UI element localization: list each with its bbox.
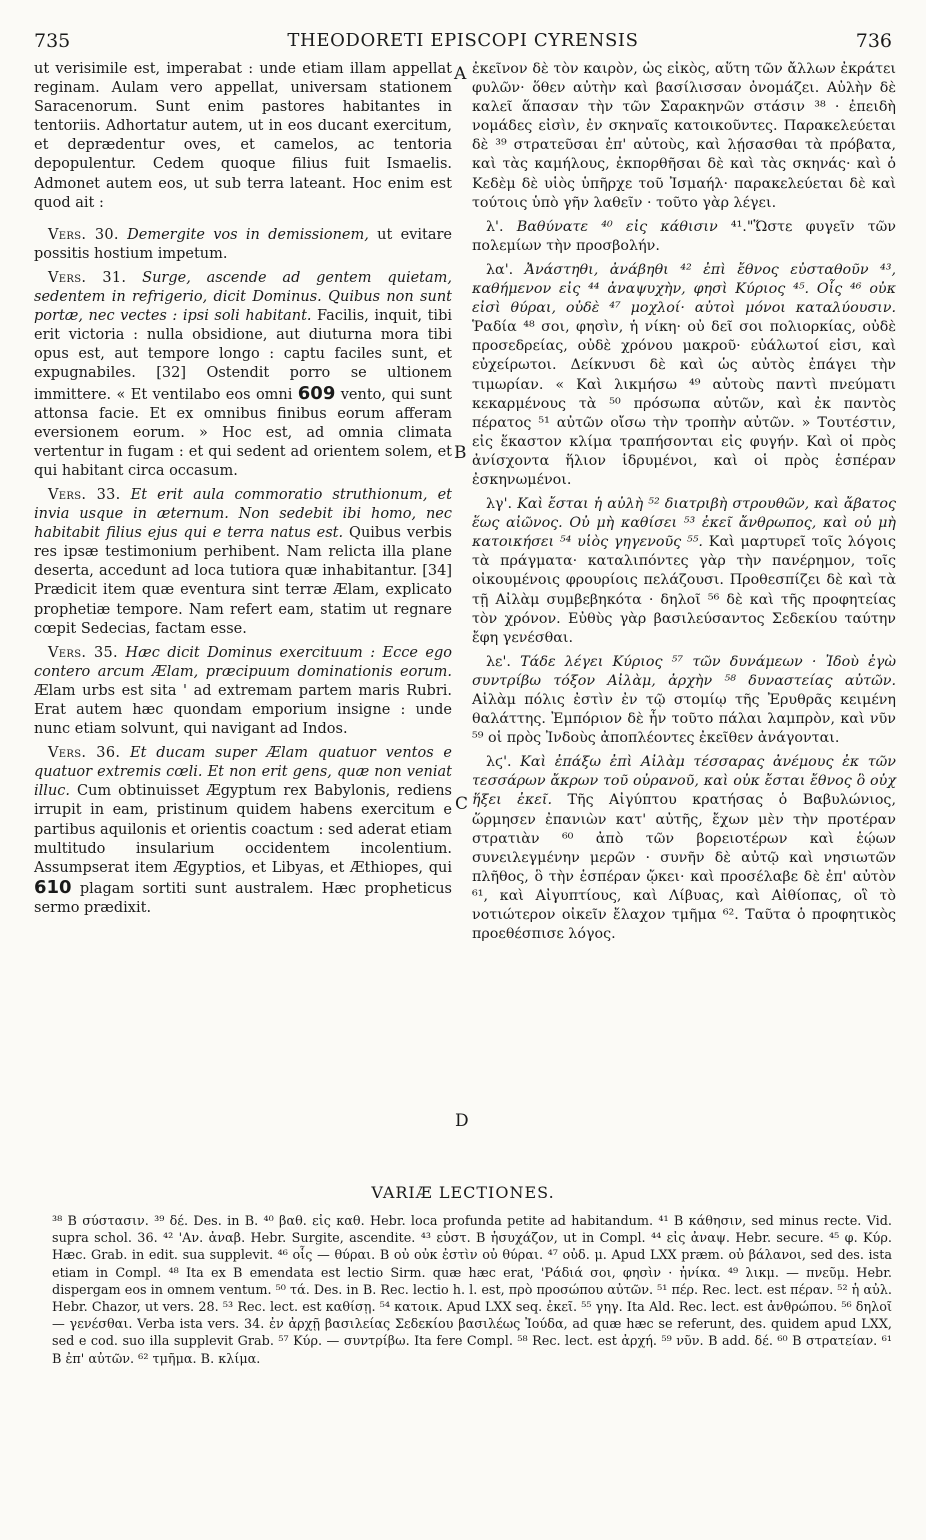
- verse-commentary: Τῆς Αἰγύπτου κρατήσας ὁ Βαβυλώνιος, ὥρμησεν ἐπανιὼν κατ' αὐτῆς, ἔχων μὲν τὴν προτέραν στρατιὰν ⁶⁰ ἀπὸ τῶν βορειοτέρων καὶ ἑῴων συνειλεγμένην μερῶν · συνῆν δὲ αὐτῷ καὶ νησιωτῶν πλῆθος, ὃ τὴν ἑσπέραν ᾤκει· καὶ προσέλαβε δὲ ἐπ' αὐτὸν ⁶¹, καὶ Αἰγυπτίους, καὶ Λίβυας, καὶ Αἰθίοπας, οἳ τὸ νοτιώτερον οἰκεῖν ἔλαχον τμῆμα ⁶². Ταῦτα ὁ προφητικὸς προεθέσπισε λόγος.: [472, 792, 896, 943]
- verse-commentary: ⁴¹."Ὥστε φυγεῖν τῶν πολεμίων τὴν προσβολήν.: [472, 218, 896, 254]
- greek-column: [472, 60, 896, 949]
- latin-verse-33: [34, 486, 452, 639]
- verse-commentary: Ῥαδία ⁴⁸ σοι, φησὶν, ἡ νίκη· οὐ δεῖ σοι πολιορκίας, οὐδὲ προσεδρείας, οὐδὲ χρόνου μακροῦ· εὐάλωτοί εἰσι, καὶ εὐχείρωτοι. Δείκνυσι δὲ καὶ ὡς αὐτὸς ἐπάγει τὴν τιμωρίαν. « Καὶ λικμήσω ⁴⁹ αὐτοὺς παντὶ πνεύματι κεκαρμένους τὰ ⁵⁰ πρόσωπα αὐτῶν, καὶ ἐκ παντὸς πέρατος ⁵¹ αὐτῶν οἴσω τὴν τροπὴν αὐτῶν. » Τουτέστιν, εἰς ἕκαστον κλίμα τραπήσονται εἰς φυγήν. Καὶ οἱ πρὸς ἀνίσχοντα ἥλιον ἱδρυμένοι, καὶ οἱ πρὸς ἑσπέραν ἐσκηνωμένοι.: [472, 319, 896, 488]
- latin-paragraph: ut verisimile est, imperabat : unde etiam illam appellat reginam. Aulam vero appellat, universam stationem Saracenorum. Sunt enim pastores habitantes in tentoriis. Adhortatur autem, ut in eos ducant exercitum, et deprædentur oves, et camelos, ac tentoria depopulentur. Cedem quoque filius fuit Ismaelis. Admonet autem eos, ut sub terra lateant. Hoc enim est quod ait :: [34, 61, 452, 211]
- page-header: [34, 30, 892, 56]
- verse-commentary: Facilis, inquit, tibi erit victoria : nulla obsidione, aut diuturna mora tibi opus est, aut tempore longo : captu faciles sunt, et expugnabiles. [32] Ostendit porro se ultionem immittere. « Et ventilabo eos omni: [34, 308, 452, 403]
- variae-lectiones-heading: VARIÆ LECTIONES.: [371, 1183, 555, 1202]
- verse-label: Vers. 36.: [48, 745, 121, 762]
- page-number-right: 736: [855, 30, 892, 52]
- verse-label: Vers. 35.: [48, 644, 118, 661]
- verse-lemma: Τάδε λέγει Κύριος ⁵⁷ τῶν δυνάμεων · Ἰδοὺ ἐγὼ συντρίβω τόξον Αἰλὰμ, ἀρχὴν ⁵⁸ δυναστείας αὐτῶν.: [472, 653, 897, 689]
- verse-commentary: Αἰλὰμ πόλις ἐστὶν ἐν τῷ στομίῳ τῆς Ἐρυθρᾶς κειμένη θαλάττης. Ἐμπόριον δὲ ἦν τοῦτο πάλαι λαμπρὸν, καὶ νῦν ⁵⁹ οἱ πρὸς Ἰνδοὺς ἀποπλέοντες ἐκεῖθεν ἀνάγονται.: [472, 692, 896, 747]
- greek-verse-30: [472, 218, 896, 256]
- margin-letter-b: B: [454, 443, 467, 463]
- latin-column: [34, 60, 452, 923]
- variae-lectiones-notes: ³⁸ B σύστασιν. ³⁹ δέ. Des. in B. ⁴⁰ βαθ. εἰς καθ. Hebr. loca profunda petite ad habitandum. ⁴¹ B κάθησιν, sed minus recte. Vid. supra schol. 36. ⁴² 'Αν. ἀναβ. Hebr. Surgite, ascendite. ⁴³ εὐστ. B ἡσυχάζον, ut in Compl. ⁴⁴ εἰς ἀναψ. Hebr. secure. ⁴⁵ φ. Κύρ. Hæc. Grab. in edit. sua supplevit. ⁴⁶ οἷς — θύραι. B οὐ οὐκ ἐστὶν οὐ θύραι. ⁴⁷ οὐδ. μ. Apud LXX præm. οὐ βάλανοι, sed des. ista etiam in Compl. ⁴⁸ Ita ex B emendata est lectio Sirm. quæ hæc erat, 'Ράδιά σοι, φησὶν · ἠνίκα. ⁴⁹ λικμ. — πνεῦμ. Hebr. dispergam eos in omnem ventum. ⁵⁰ τά. Des. in B. Rec. lectio h. l. est, πρὸ προσώπου αὐτῶν. ⁵¹ πέρ. Rec. lect. est πέραν. ⁵² ἡ αὐλ. Hebr. Chazor, ut vers. 28. ⁵³ Rec. lect. est καθίσῃ. ⁵⁴ κατοικ. Apud LXX seq. ἐκεῖ. ⁵⁵ γηγ. Ita Ald. Rec. lect. est ἀνθρώπου. ⁵⁶ δηλοῖ — γενέσθαι. Verba ista vers. 34. ἐν ἀρχῇ βασιλείας Σεδεκίου βασιλέως Ἰούδα, ad quæ hæc se referunt, des. quidem apud LXX, sed e cod. suo illa supplevit Grab. ⁵⁷ Κύρ. — συντρίβω. Ita fere Compl. ⁵⁸ Rec. lect. est ἀρχή. ⁵⁹ νῦν. B add. δέ. ⁶⁰ B στρατείαν. ⁶¹ B ἐπ' αὐτῶν. ⁶² τμῆμα. B. κλίμα.: [52, 1214, 892, 1367]
- verse-lemma: Καὶ ἐπάξω ἐπὶ Αἰλὰμ τέσσαρας ἀνέμους ἐκ τῶν τεσσάρων ἄκρων τοῦ οὐρανοῦ, καὶ οὐκ ἔσται ἔθνος ὃ οὐχ ἥξει ἐκεῖ.: [472, 754, 896, 809]
- greek-paragraph: ἐκεῖνον δὲ τὸν καιρὸν, ὡς εἰκὸς, αὕτη τῶν ἄλλων ἐκράτει φυλῶν· ὅθεν αὐτὴν καὶ βασίλισσαν ὀνομάζει. Αὐλὴν δὲ καλεῖ ἅπασαν τὴν τῶν Σαρακηνῶν στάσιν ³⁸ · ἐπειδὴ νομάδες εἰσὶν, ἐν σκηναῖς κατοικοῦντες. Παρακελεύεται δὲ ³⁹ στρατεῦσαι ἐπ' αὐτοὺς, καὶ λῄσασθαι τὰ πρόβατα, καὶ τὰς καμήλους, ἐκπορθῆσαι δὲ καὶ τὰς σκηνάς· καὶ ὁ Κεδὲμ δὲ υἱὸς ὑπῆρχε τοῦ Ἰσμαήλ· παρακελεύεται δὲ καὶ τούτοις ὑπὸ γῆν λαθεῖν · τοῦτο γὰρ λέγει.: [472, 61, 896, 211]
- greek-verse-36: [472, 753, 896, 944]
- margin-letter-a: A: [454, 64, 467, 84]
- verse-label: Vers. 30.: [48, 226, 119, 243]
- verse-lemma: Et erit aula commoratio struthionum, et invia usque in æternum. Non sedebit ibi homo, nec habitabit filius ejus qui e terra natus est.: [34, 486, 452, 542]
- verse-label: λϛ'.: [486, 754, 512, 771]
- verse-commentary: Καὶ μαρτυρεῖ τοῖς λόγοις τὰ πράγματα· καταλιπόντες γὰρ τὴν πανέρημον, τοῖς οἰκουμένοις φρουρίοις πελάζουσι. Προθεσπίζει δὲ καὶ τὰ τῇ Αἰλὰμ συμβεβηκότα · δηλοῖ ⁵⁶ δὲ καὶ τῆς προφητείας τὸν χρόνον. Εὐθὺς γὰρ βασιλεύσαντος Σεδεκίου ταύτην ἔφη γενέσθαι.: [472, 534, 896, 646]
- verse-commentary: plagam sortiti sunt australem. Hæc propheticus sermo prædixit.: [34, 880, 452, 916]
- latin-verse-30: [34, 226, 452, 264]
- greek-verse-35: [472, 653, 896, 748]
- verse-commentary: Ælam urbs est sita ' ad extremam partem maris Rubri. Erat autem hæc quondam emporium insigne : unde nunc etiam solvunt, qui navigant ad Indos.: [34, 682, 452, 738]
- verse-label: λε'.: [486, 653, 511, 670]
- verse-commentary: Cum obtinuisset Ægyptum rex Babylonis, rediens irrupit in eam, pristinum quidem habens exercitum e partibus aquilonis et orientis coactum : sed aderat etiam multitudo insularium occidentem incolentium. Assumpserat item Ægyptios, et Libyas, et Æthiopes, qui: [34, 783, 452, 876]
- latin-verse-36: [34, 744, 452, 918]
- verse-label: λ'.: [486, 218, 504, 235]
- verse-commentary: Quibus verbis res ipsæ testimonium perhibent. Nam relicta illa plane deserta, accedunt ad loca tutiora quæ inhabitantur. [34] Prædicit item quæ eventura sint terræ Ælam, explicato prophetiæ tempore. Nam refert eam, statim ut regnare cœpit Sedecias, factam esse.: [34, 525, 452, 637]
- verse-commentary: vento, qui sunt attonsa facie. Et ex omnibus finibus eorum afferam eversionem eorum. » Hoc est, ad omnia climata vertentur in fugam : et qui sedent ad orientem solem, et qui habitant circa occasum.: [34, 386, 452, 479]
- verse-label: Vers. 33.: [48, 486, 121, 503]
- margin-letter-d: D: [455, 1111, 469, 1131]
- latin-verse-31: [34, 269, 452, 481]
- verse-commentary: ut evitare possitis hostium impetum.: [34, 226, 453, 262]
- margin-letter-c: C: [455, 794, 469, 814]
- verse-lemma: Et ducam super Ælam quatuor ventos e quatuor extremis cœli. Et non erit gens, quæ non veniat illuc.: [34, 745, 453, 800]
- verse-lemma: Demergite vos in demissionem,: [127, 226, 369, 243]
- column-number: 609: [297, 382, 336, 404]
- verse-label: λγ'.: [486, 496, 513, 513]
- column-number: 610: [34, 876, 72, 898]
- verse-label: λα'.: [486, 261, 514, 278]
- latin-verse-35: [34, 644, 452, 739]
- verse-label: Vers. 31.: [48, 269, 127, 286]
- verse-lemma: Hæc dicit Dominus exercituum : Ecce ego contero arcum Ælam, præcipuum dominationis eorum.: [34, 644, 452, 680]
- page-number-left: 735: [34, 30, 71, 52]
- verse-lemma: Ἀνάστηθι, ἀνάβηθι ⁴² ἐπὶ ἔθνος εὐσταθοῦν ⁴³, καθήμενον εἰς ⁴⁴ ἀναψυχὴν, φησὶ Κύριος ⁴⁵. Οἷς ⁴⁶ οὐκ εἰσὶ θύραι, οὐδὲ ⁴⁷ μοχλοί· αὐτοὶ μόνοι καταλύουσιν.: [472, 261, 896, 317]
- verse-lemma: Surge, ascende ad gentem quietam, sedentem in refrigerio, dicit Dominus. Quibus non sunt portæ, nec vectes : ipsi soli habitant.: [34, 269, 452, 325]
- greek-verse-31: [472, 261, 896, 490]
- greek-verse-33: [472, 495, 896, 648]
- running-title: THEODORETI EPISCOPI CYRENSIS: [287, 30, 639, 51]
- verse-lemma: Βαθύνατε ⁴⁰ εἰς κάθισιν: [516, 218, 718, 235]
- verse-lemma: Καὶ ἔσται ἡ αὐλὴ ⁵² διατριβὴ στρουθῶν, καὶ ἄβατος ἕως αἰῶνος. Οὐ μὴ καθίσει ⁵³ ἐκεῖ ἄνθρωπος, καὶ οὐ μὴ κατοικήσει ⁵⁴ υἱὸς γηγενοῦς ⁵⁵.: [472, 496, 896, 551]
